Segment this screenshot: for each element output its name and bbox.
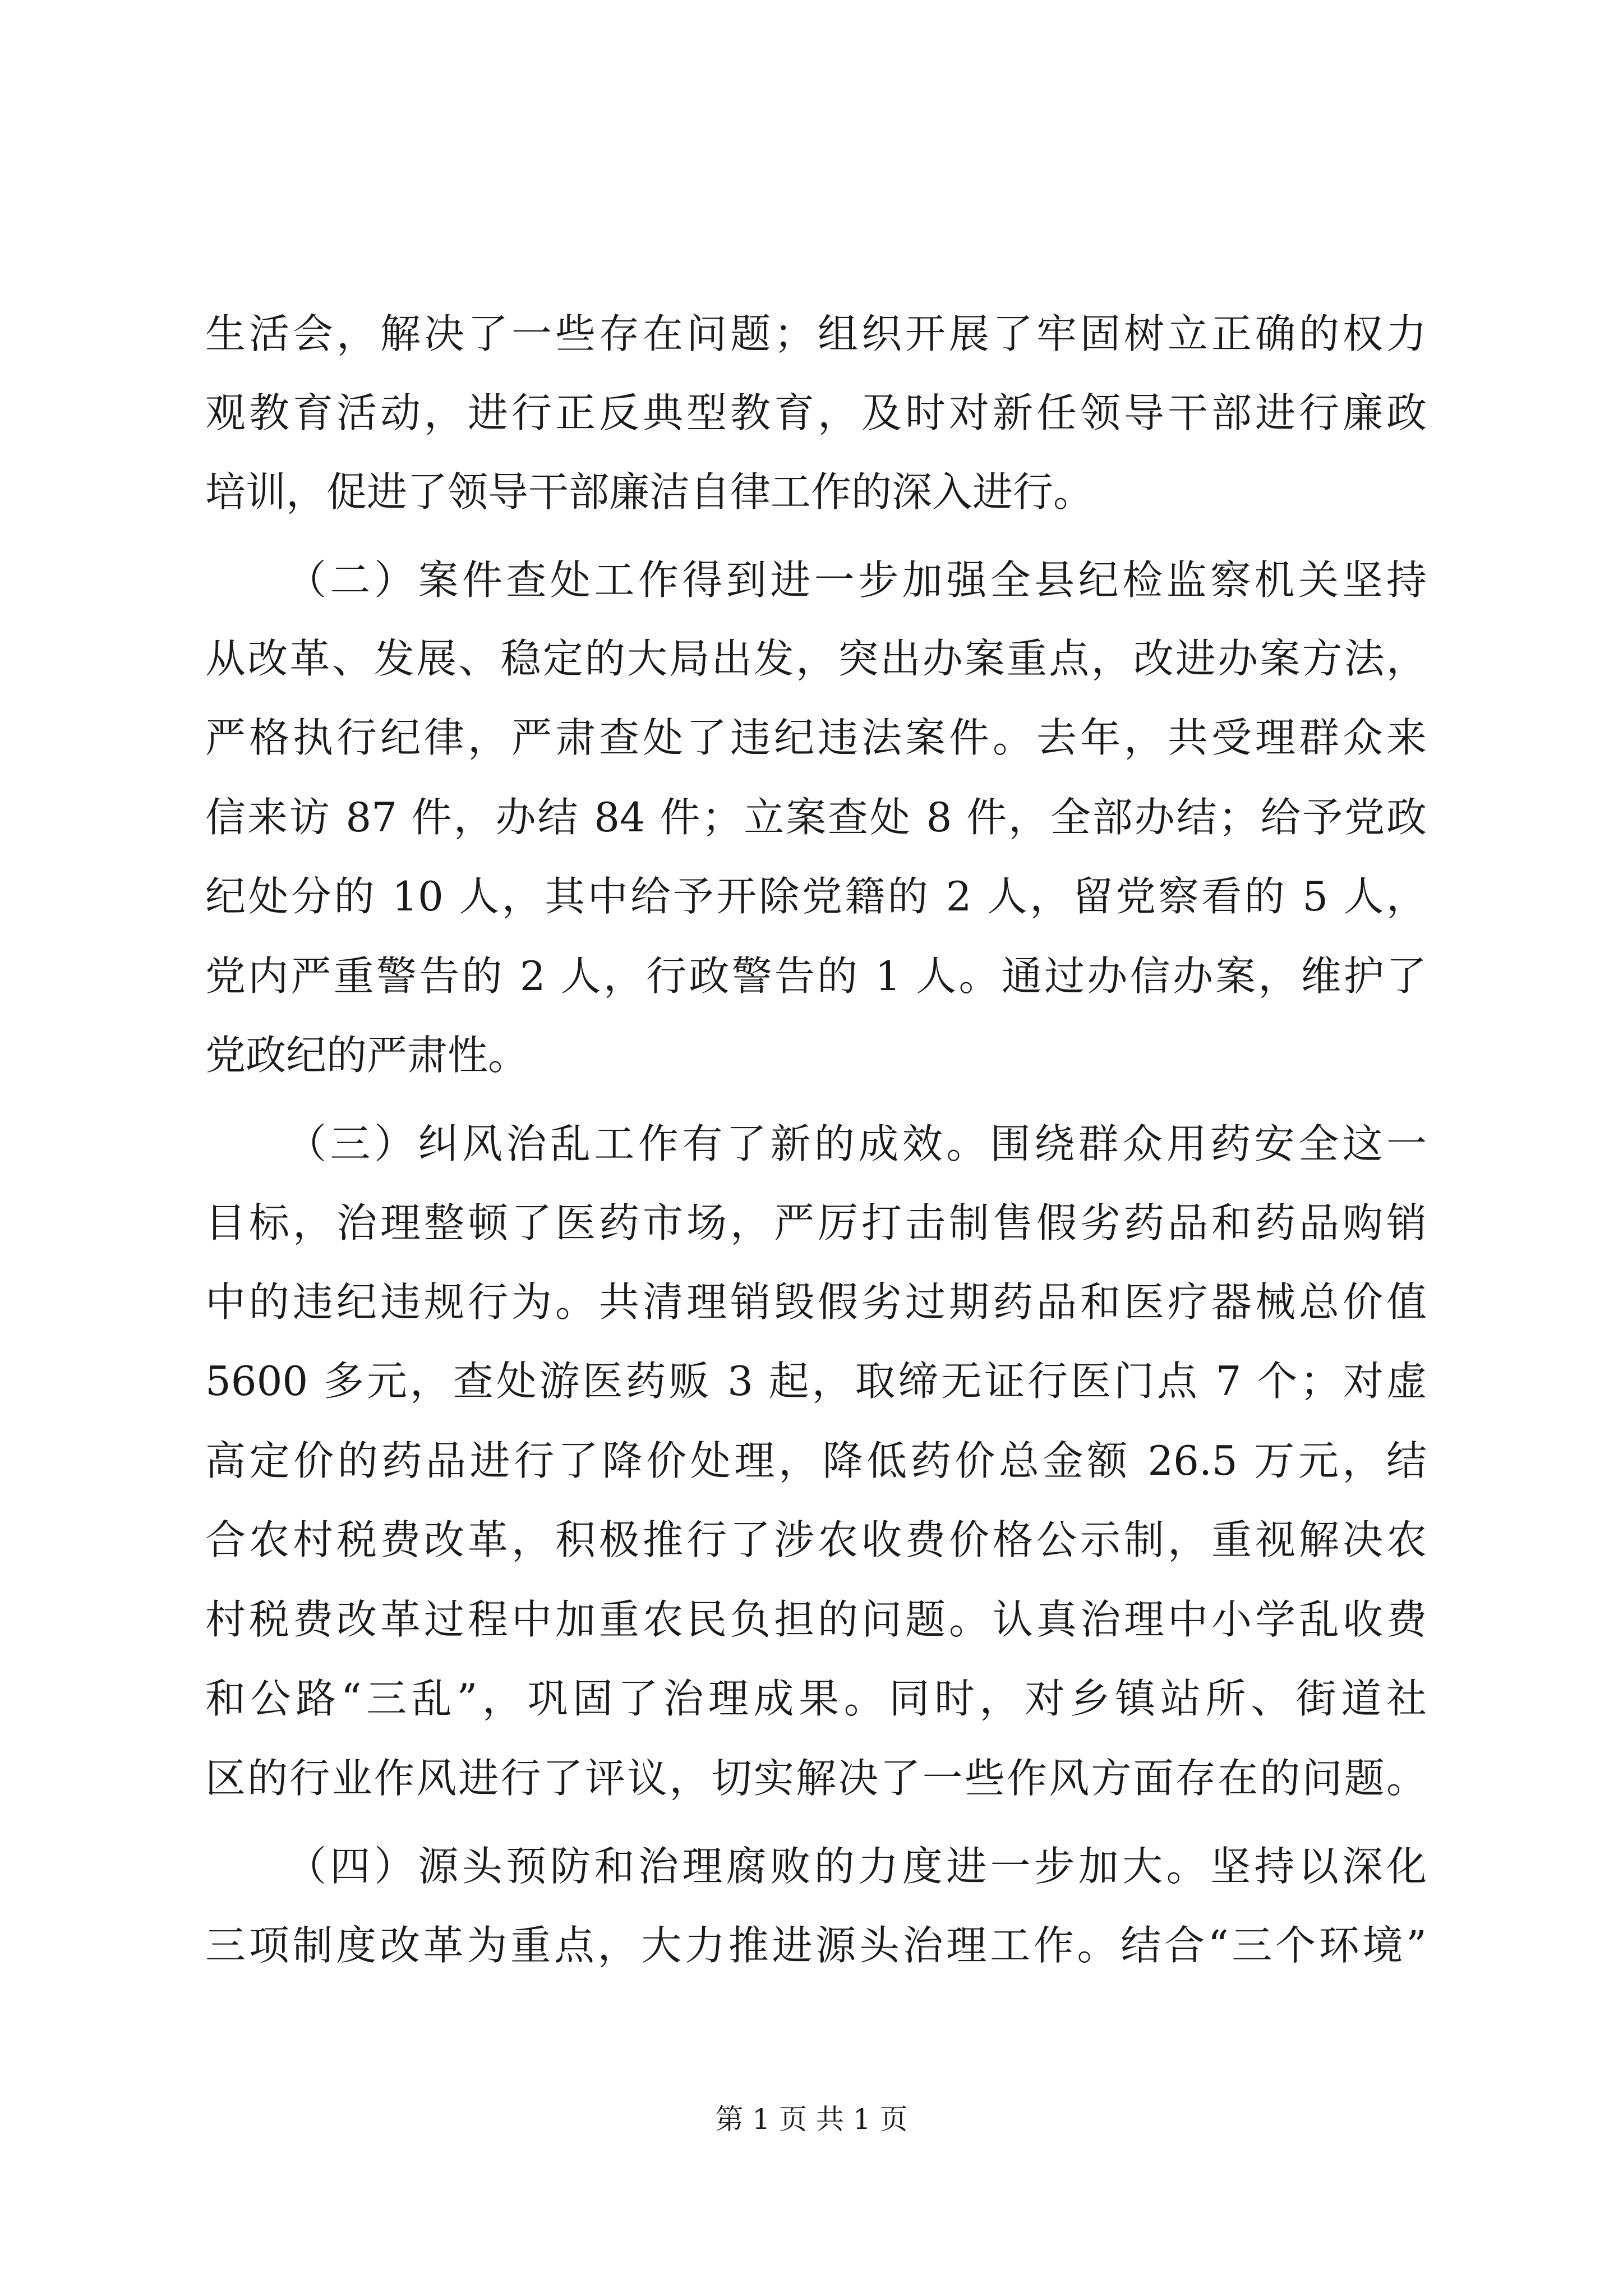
text-line: 村税费改革过程中加重农民负担的问题。认真治理中小学乱收费 xyxy=(205,1596,1427,1643)
text-line: 观教育活动，进行正反典型教育，及时对新任领导干部进行廉政 xyxy=(205,389,1427,436)
page-footer: 第 1 页 共 1 页 xyxy=(715,2103,908,2136)
paragraph-heading-line: （三）纠风治乱工作有了新的成效。围绕群众用药安全这一 xyxy=(286,1120,1427,1167)
text-line: 区的行业作风进行了评议，切实解决了一些作风方面存在的问题。 xyxy=(205,1755,1427,1802)
text-line: 中的违纪违规行为。共清理销毁假劣过期药品和医疗器械总价值 xyxy=(205,1278,1427,1326)
text-line: 合农村税费改革，积极推行了涉农收费价格公示制，重视解决农 xyxy=(205,1516,1427,1563)
text-line: 生活会，解决了一些存在问题；组织开展了牢固树立正确的权力 xyxy=(205,310,1427,357)
paragraph-heading-line: （四）源头预防和治理腐败的力度进一步加大。坚持以深化 xyxy=(286,1843,1427,1890)
text-line: 信来访 87 件，办结 84 件；立案查处 8 件，全部办结；给予党政 xyxy=(205,794,1427,841)
text-line: 党政纪的严肃性。 xyxy=(205,1032,529,1079)
text-line: 严格执行纪律，严肃查处了违纪违法案件。去年，共受理群众来 xyxy=(205,714,1427,761)
text-line: 三项制度改革为重点，大力推进源头治理工作。结合“三个环境” xyxy=(205,1922,1427,1969)
text-line: 党内严重警告的 2 人，行政警告的 1 人。通过办信办案，维护了 xyxy=(205,953,1427,1000)
text-line: 目标，治理整顿了医药市场，严厉打击制售假劣药品和药品购销 xyxy=(205,1199,1427,1246)
text-line: 从改革、发展、稳定的大局出发，突出办案重点，改进办案方法， xyxy=(205,635,1427,682)
paragraph-heading-line: （二）案件查处工作得到进一步加强全县纪检监察机关坚持 xyxy=(286,556,1427,604)
text-line: 培训，促进了领导干部廉洁自律工作的深入进行。 xyxy=(205,468,1094,516)
text-line: 高定价的药品进行了降价处理，降低药价总金额 26.5 万元，结 xyxy=(205,1437,1427,1484)
text-line: 5600 多元，查处游医药贩 3 起，取缔无证行医门点 7 个；对虚 xyxy=(205,1358,1427,1405)
text-line: 和公路“三乱”，巩固了治理成果。同时，对乡镇站所、街道社 xyxy=(205,1675,1427,1722)
text-line: 纪处分的 10 人，其中给予开除党籍的 2 人，留党察看的 5 人， xyxy=(205,873,1427,920)
